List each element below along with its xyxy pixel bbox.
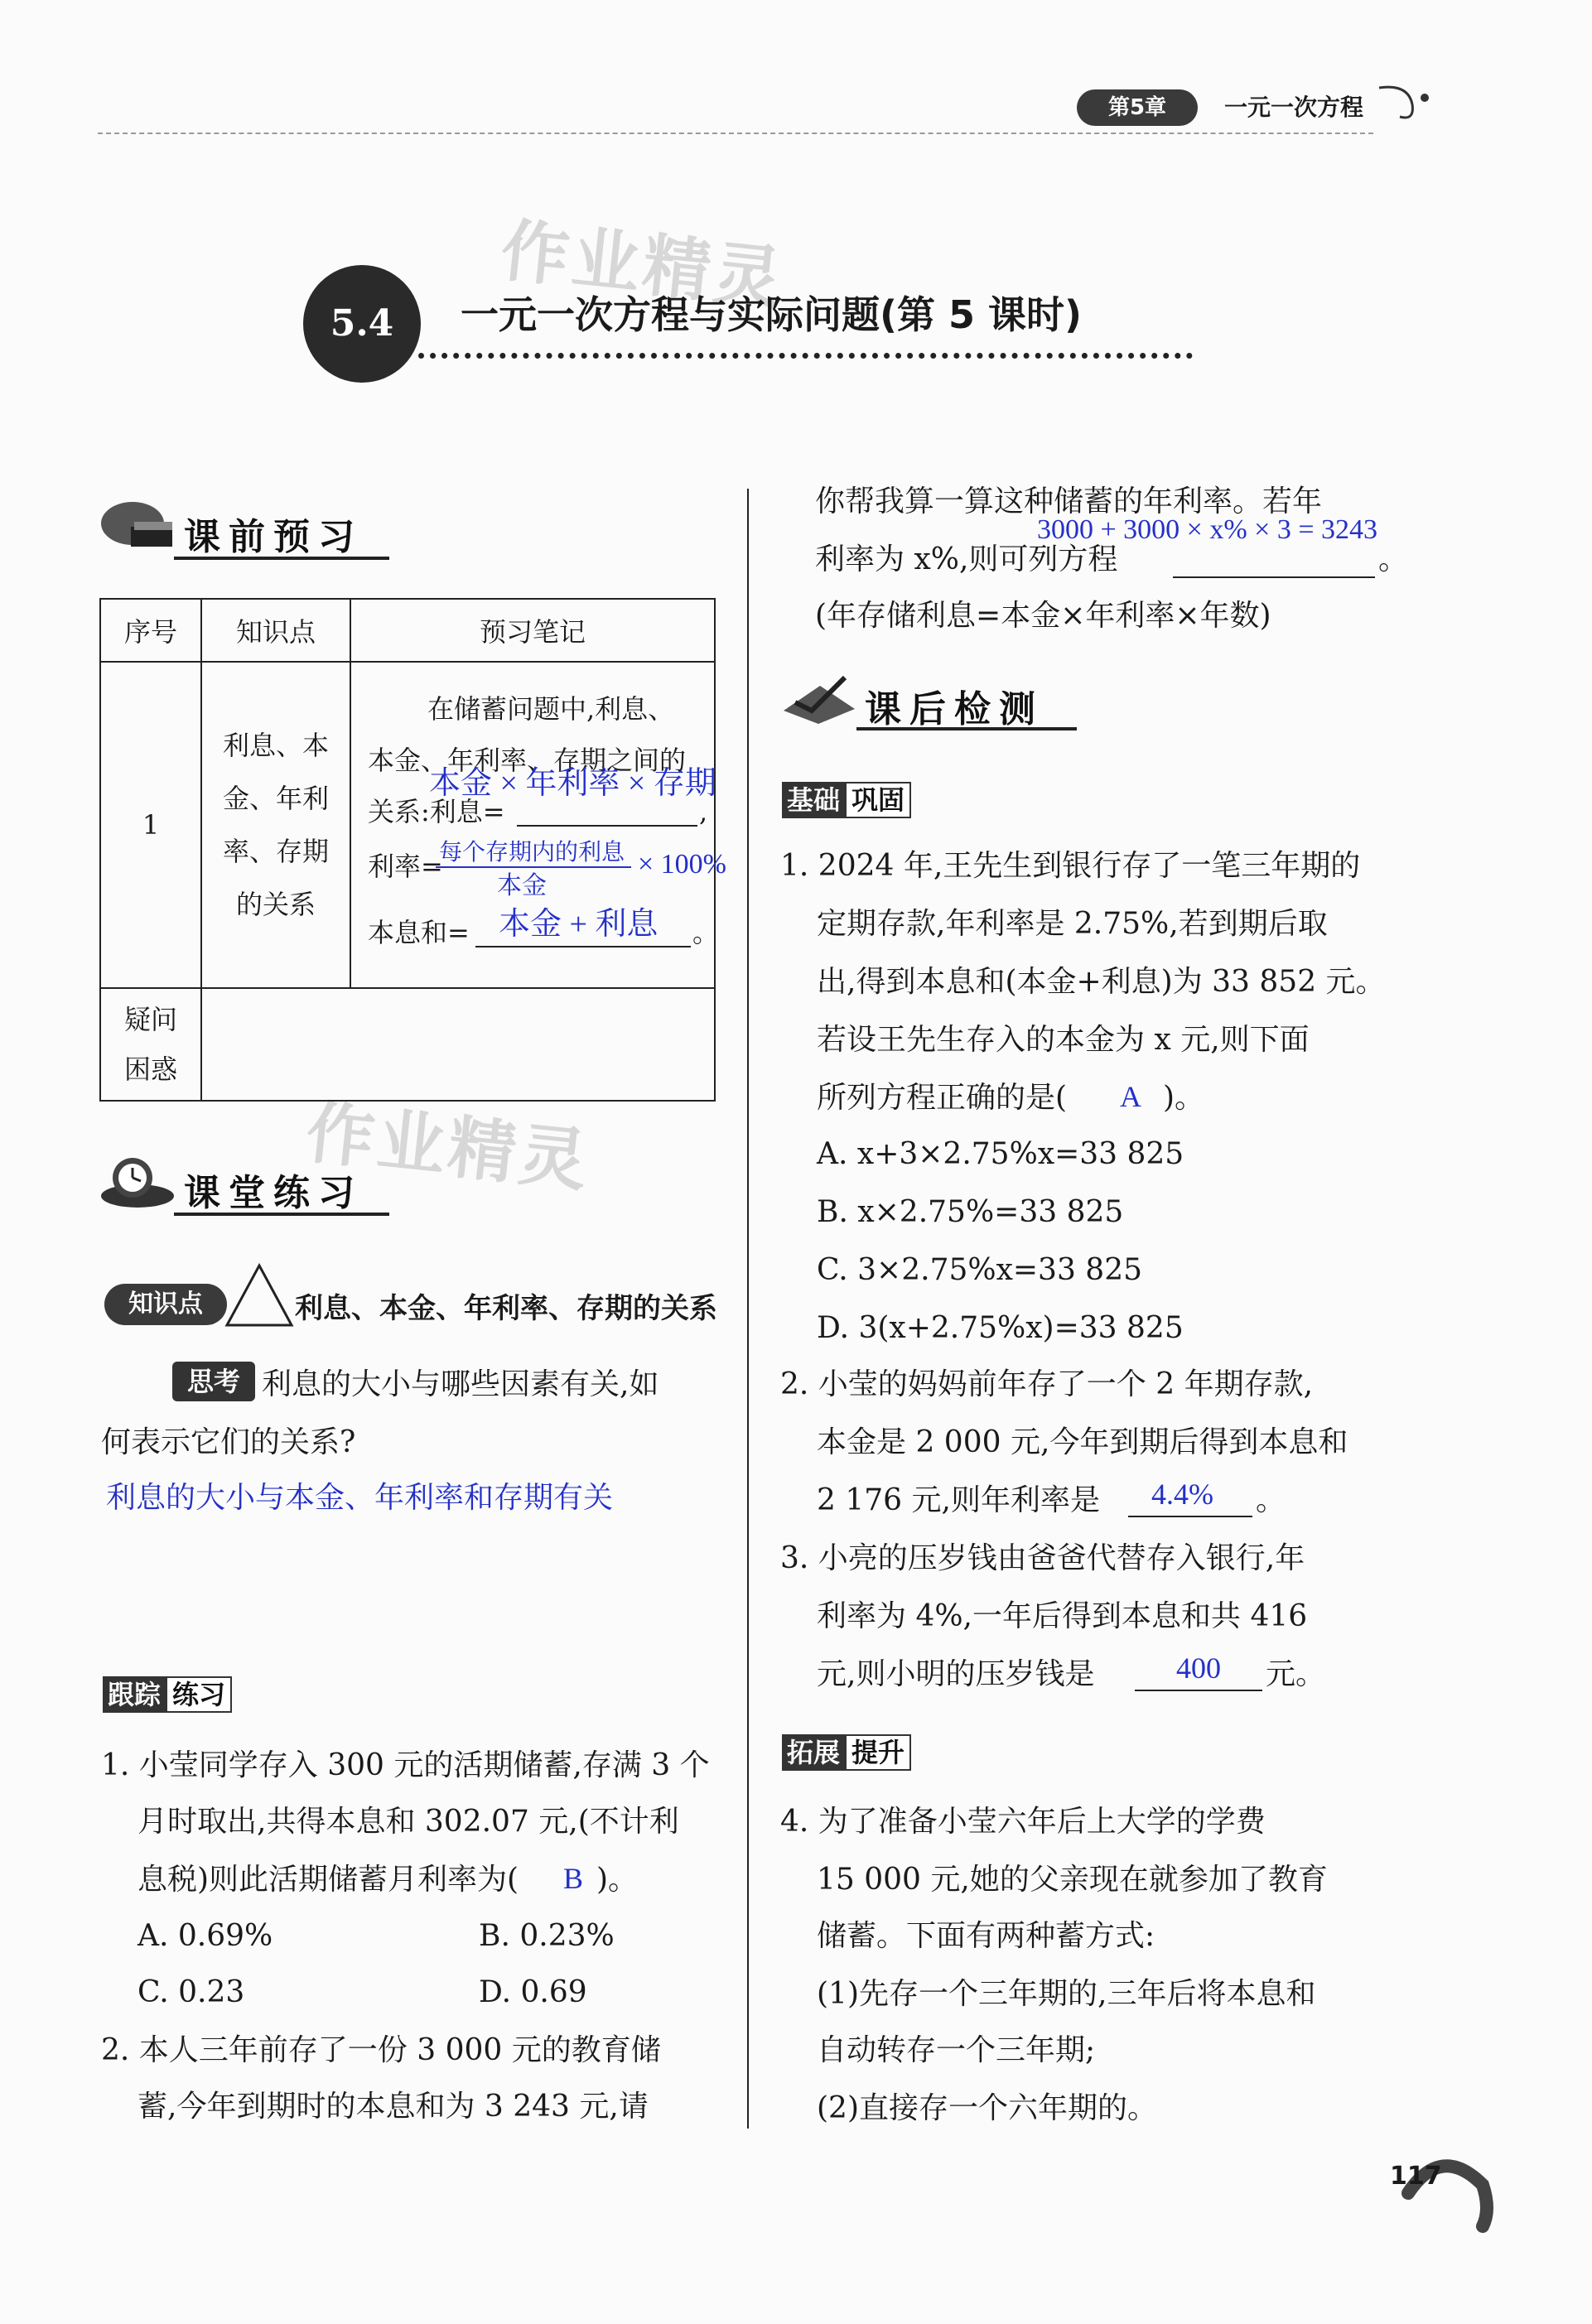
knowledge-line: 利息、本 [222,730,329,761]
basic-q3-blank [1135,1690,1262,1691]
ext-q4-line-3: 储蓄。下面有两种蓄方式: [817,1919,1155,1953]
basic-q3-line-3: 元,则小明的压岁钱是 [817,1657,1095,1691]
knowledge-line: 率、存期 [222,836,329,867]
section-preview-title: 课前预习 [184,516,363,558]
basic-tag-a: 基础 [782,782,845,818]
header-divider [98,133,1373,134]
right-q2-line-4: 利率为 x%,则可列方程 [815,542,1118,576]
tracking-tag [103,1676,232,1713]
basic-q2-line-2: 本金是 2 000 元,今年到期后得到本息和 [817,1425,1348,1459]
lesson-title: 一元一次方程与实际问题(第 5 课时) [461,292,1083,337]
extension-tag [782,1734,911,1771]
basic-q1-line-4: 若设王先生存入的本金为 x 元,则下面 [817,1023,1310,1057]
track-q1-option-c: C. 0.23 [137,1975,245,2009]
section-classroom-underline [174,1213,389,1216]
doubt-line: 疑问 [123,1004,177,1035]
basic-q3-answer: 400 [1176,1651,1221,1685]
chapter-tag-label: 第5章 [1107,95,1167,120]
table-doubt-cell [100,988,201,1101]
basic-tag [782,782,911,818]
basic-q2-period: 。 [1256,1483,1286,1517]
table-header-knowledge: 知识点 [201,599,350,662]
section-after-title: 课后检测 [865,688,1044,730]
lesson-number: 5.4 [330,302,394,345]
think-line-1: 利息的大小与哪些因素有关,如 [262,1367,659,1401]
notes-intro-line-1: 在储蓄问题中,利息、 [427,693,675,725]
page-number: 117 [1390,2162,1442,2191]
track-q1-answer: B [563,1862,584,1895]
extension-tag-a: 拓展 [782,1734,845,1771]
table-notes-cell [350,662,726,988]
notes-sum-label: 本息和= [368,917,470,948]
notes-sum-period: 。 [692,917,720,948]
clock-icon [98,1153,177,1211]
knowledge-point-text: 利息、本金、年利率、存期的关系 [295,1292,717,1325]
knowledge-line: 金、年利 [222,783,329,814]
think-line-2: 何表示它们的关系? [101,1425,356,1459]
column-divider [747,489,749,2129]
notes-intro-line-2: 本金、年利率、存期之间的 [368,745,687,776]
track-q1-option-a: A. 0.69% [137,1919,273,1953]
section-preview-underline [174,557,389,560]
notes-rate-suffix: × 100% [638,849,726,880]
watermark-top: 作业精灵 [497,211,789,320]
notes-relation-blank [517,825,697,827]
right-q2-blank [1173,576,1375,578]
ext-q4-line-2: 15 000 元,她的父亲现在就参加了教育 [817,1863,1328,1897]
basic-tag-b: 巩固 [845,782,911,818]
track-q1-line-3b: )。 [596,1863,639,1897]
notes-relation-comma: , [699,796,708,827]
table-header-notes: 预习笔记 [350,599,715,662]
track-q1-option-d: D. 0.69 [479,1975,587,2009]
track-q2-line-2: 蓄,今年到期时的本息和为 3 243 元,请 [137,2090,649,2124]
think-tag-label: 思考 [186,1366,240,1397]
basic-q2-answer: 4.4% [1151,1478,1213,1511]
right-q2-line-3: 你帮我算一算这种储蓄的年利率。若年 [815,485,1323,518]
track-q2-line-1: 2. 本人三年前存了一份 3 000 元的教育储 [101,2033,661,2067]
book-icon [98,497,177,555]
knowledge-point-tag-label: 知识点 [128,1290,203,1319]
basic-q1-line-1: 1. 2024 年,王先生到银行存了一笔三年期的 [780,849,1361,883]
basic-q1-line-5a: 所列方程正确的是( [817,1081,1068,1115]
think-tag [172,1362,255,1401]
ext-q4-line-1: 4. 为了准备小莹六年后上大学的学费 [780,1805,1266,1839]
table-knowledge-cell [201,662,350,988]
track-q1-option-b: B. 0.23% [479,1919,615,1953]
section-classroom-title: 课堂练习 [184,1172,363,1214]
ext-q4-line-4: (1)先存一个三年期的,三年后将本息和 [817,1977,1316,2011]
basic-q3-unit: 元。 [1266,1657,1326,1691]
track-q1-line-1: 1. 小莹同学存入 300 元的活期储蓄,存满 3 个 [101,1748,710,1782]
basic-q1-line-2: 定期存款,年利率是 2.75%,若到期后取 [817,907,1328,941]
right-q2-answer: 3000 + 3000 × x% × 3 = 3243 [1037,514,1378,545]
basic-q3-line-1: 3. 小亮的压岁钱由爸爸代替存入银行,年 [780,1541,1305,1575]
knowledge-line: 的关系 [235,889,316,920]
triangle-icon [224,1262,295,1328]
table-doubt-notes [201,988,715,1101]
tracking-tag-a: 跟踪 [103,1676,166,1713]
knowledge-point-tag [104,1284,227,1325]
table-row-no: 1 [100,662,201,988]
basic-q1-answer: A [1120,1080,1141,1113]
title-dotted-rule [418,353,1193,359]
section-after-underline [856,727,1077,730]
basic-q1-line-5b: )。 [1163,1081,1205,1115]
basic-q3-line-2: 利率为 4%,一年后得到本息和共 416 [817,1599,1308,1633]
chapter-tag [1077,89,1198,126]
header-swirl-icon [1375,80,1441,129]
basic-q1-option-c: C. 3×2.75%x=33 825 [817,1253,1143,1287]
notes-sum-answer: 本金 + 利息 [499,907,659,942]
track-q1-line-2: 月时取出,共得本息和 302.07 元,(不计利 [137,1805,679,1839]
basic-q2-blank [1128,1516,1252,1517]
extension-tag-b: 提升 [845,1734,911,1771]
right-q2-period: 。 [1378,542,1409,576]
table-header-no: 序号 [100,599,201,662]
basic-q1-option-d: D. 3(x+2.75%x)=33 825 [817,1311,1184,1345]
notes-relation-answer: 本金 × 年利率 × 存期 [429,766,716,801]
basic-q1-option-b: B. x×2.75%=33 825 [817,1195,1124,1229]
doubt-line: 困惑 [123,1054,177,1085]
notes-rate-denominator: 本金 [497,872,547,899]
watermark-mid: 作业精灵 [302,1093,595,1202]
notes-rate-label: 利率= [368,851,443,882]
basic-q1-line-3: 出,得到本息和(本金+利息)为 33 852 元。 [817,965,1386,999]
lesson-number-badge [303,265,421,383]
ext-q4-line-5: 自动转存一个三年期; [817,2033,1096,2067]
tracking-tag-b: 练习 [166,1676,232,1713]
preview-table [99,598,726,1102]
basic-q1-option-a: A. x+3×2.75%x=33 825 [817,1137,1184,1171]
notes-sum-blank [475,946,691,947]
chapter-title: 一元一次方程 [1224,94,1364,121]
right-q2-note: (年存储利息=本金×年利率×年数) [815,599,1271,633]
notes-rate-numerator: 每个存期内的利息 [439,840,625,865]
check-book-icon [779,669,858,727]
track-q1-line-3a: 息税)则此活期储蓄月利率为( [137,1863,519,1897]
ext-q4-line-6: (2)直接存一个六年期的。 [817,2091,1157,2125]
notes-rate-fraction-bar [436,866,631,868]
think-answer: 利息的大小与本金、年利率和存期有关 [106,1481,614,1514]
basic-q2-line-3: 2 176 元,则年利率是 [817,1483,1100,1517]
notes-relation-label: 关系:利息= [368,796,505,827]
basic-q2-line-1: 2. 小莹的妈妈前年存了一个 2 年期存款, [780,1367,1314,1401]
